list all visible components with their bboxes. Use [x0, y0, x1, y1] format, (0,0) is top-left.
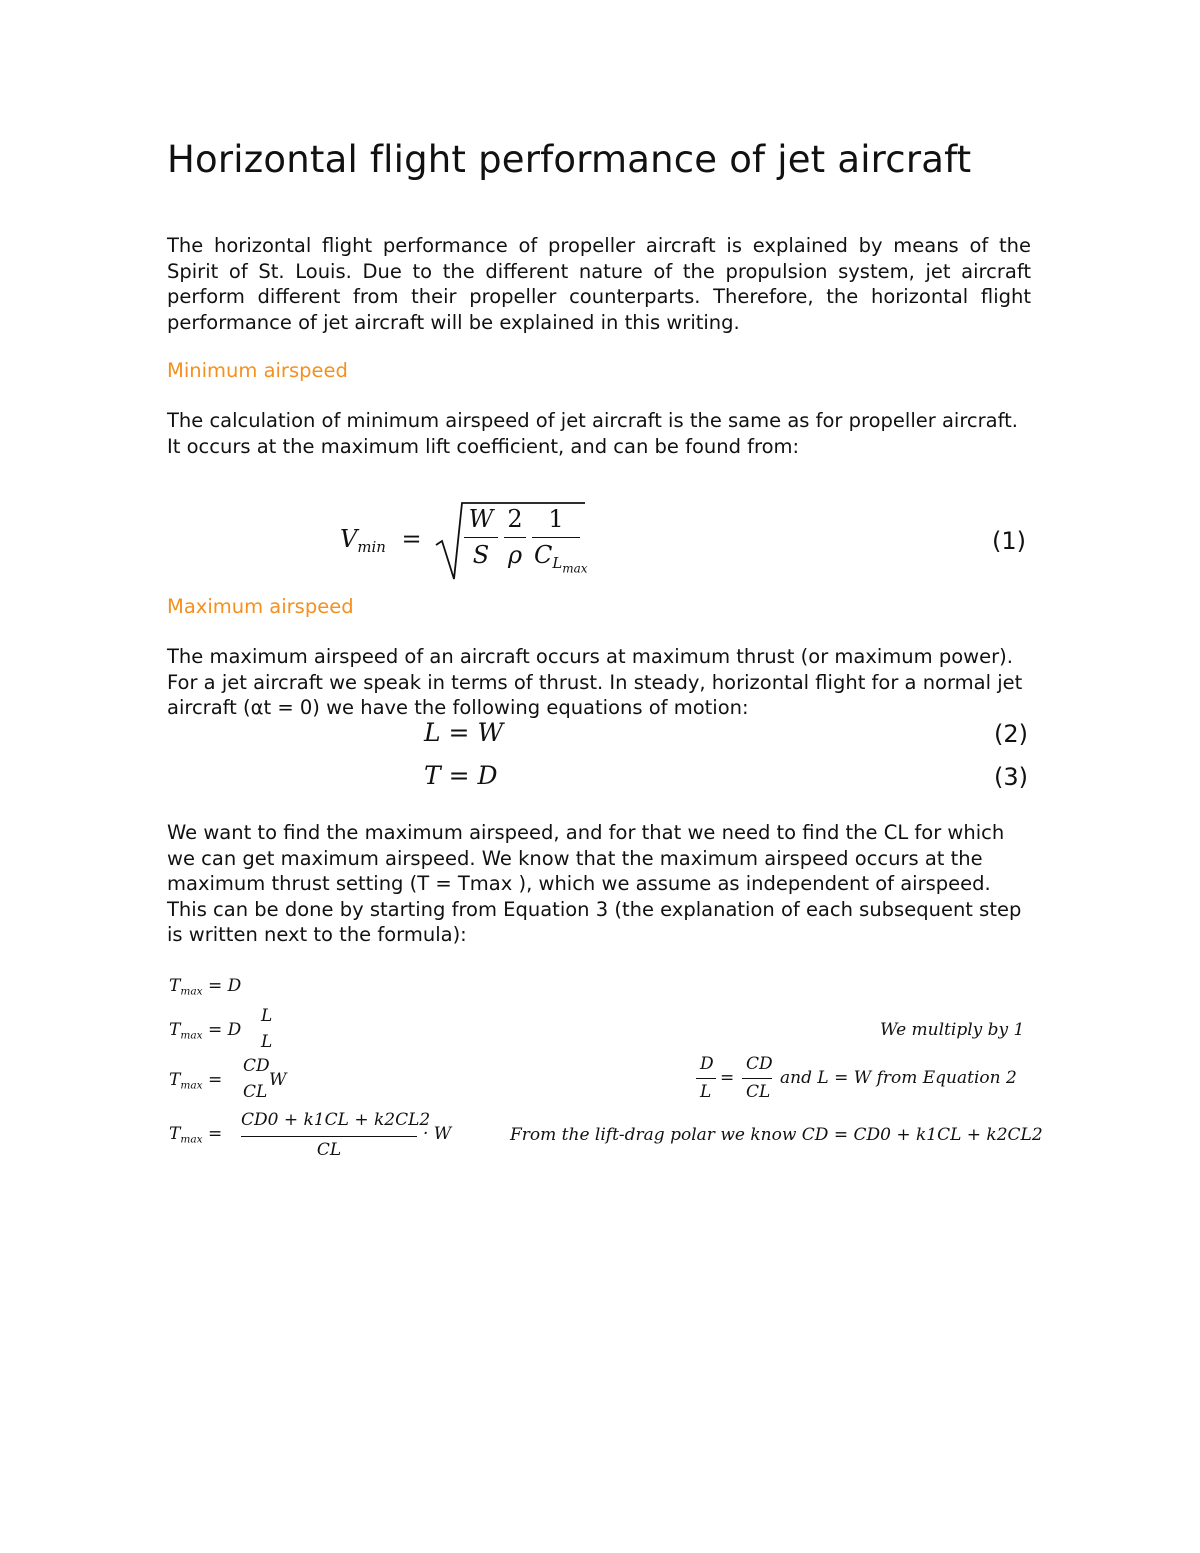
- derivation-line-1: $T_{max} = D$: [169, 976, 242, 998]
- equation-3: T = D: [424, 761, 498, 790]
- derivation-line-3: $T_{max}$ = CD CL W: [169, 1056, 287, 1102]
- equation-2: L = W: [424, 718, 504, 747]
- page-title: Horizontal flight performance of jet aircraft: [167, 138, 972, 181]
- equation-2-number: (2): [994, 720, 1028, 748]
- intro-paragraph: The horizontal flight performance of propeller aircraft is explained by means of the Spirit of St. Louis. Due to the different nature of the propulsion system, jet aircraft perform different from their propeller counterparts. Therefore, the horizontal flight performance of jet aircraft will be explained in this writing.: [167, 234, 1031, 334]
- minimum-airspeed-paragraph: The calculation of minimum airspeed of jet aircraft is the same as for propeller aircraft. It occurs at the maximum lift coefficient, and can be found from:: [167, 409, 1018, 458]
- section-heading-maximum-airspeed: Maximum airspeed: [167, 595, 354, 618]
- derivation-note-2: We multiply by 1: [880, 1020, 1025, 1040]
- equation-1-number: (1): [992, 527, 1026, 555]
- derivation-line-4: $T_{max}$ = CD0 + k1CL + k2CL2 CL · W: [169, 1110, 452, 1160]
- derivation-line-2: $T_{max} = D$ L L: [169, 1006, 273, 1052]
- equation-3-number: (3): [994, 763, 1028, 791]
- maximum-airspeed-paragraph: The maximum airspeed of an aircraft occurs at maximum thrust (or maximum power). For a jet aircraft we speak in terms of thrust. In steady, horizontal flight for a normal jet aircraft (αt = 0) we have the following equations of motion:: [167, 645, 1023, 719]
- section-heading-minimum-airspeed: Minimum airspeed: [167, 359, 348, 382]
- derivation-note-4: From the lift-drag polar we know CD = CD0 + k1CL + k2CL2: [510, 1125, 1043, 1145]
- derivation-note-3: D L = CD CL and L = W from Equation 2: [696, 1054, 1036, 1104]
- find-cl-paragraph: We want to find the maximum airspeed, and for that we need to find the CL for which we can get maximum airspeed. We know that the maximum airspeed occurs at the maximum thrust setting (T = Tmax ), which we assume as independent of airspeed. This can be done by starting from Equation 3 (the explanation of each subsequent step is written next to the formula):: [167, 821, 1022, 946]
